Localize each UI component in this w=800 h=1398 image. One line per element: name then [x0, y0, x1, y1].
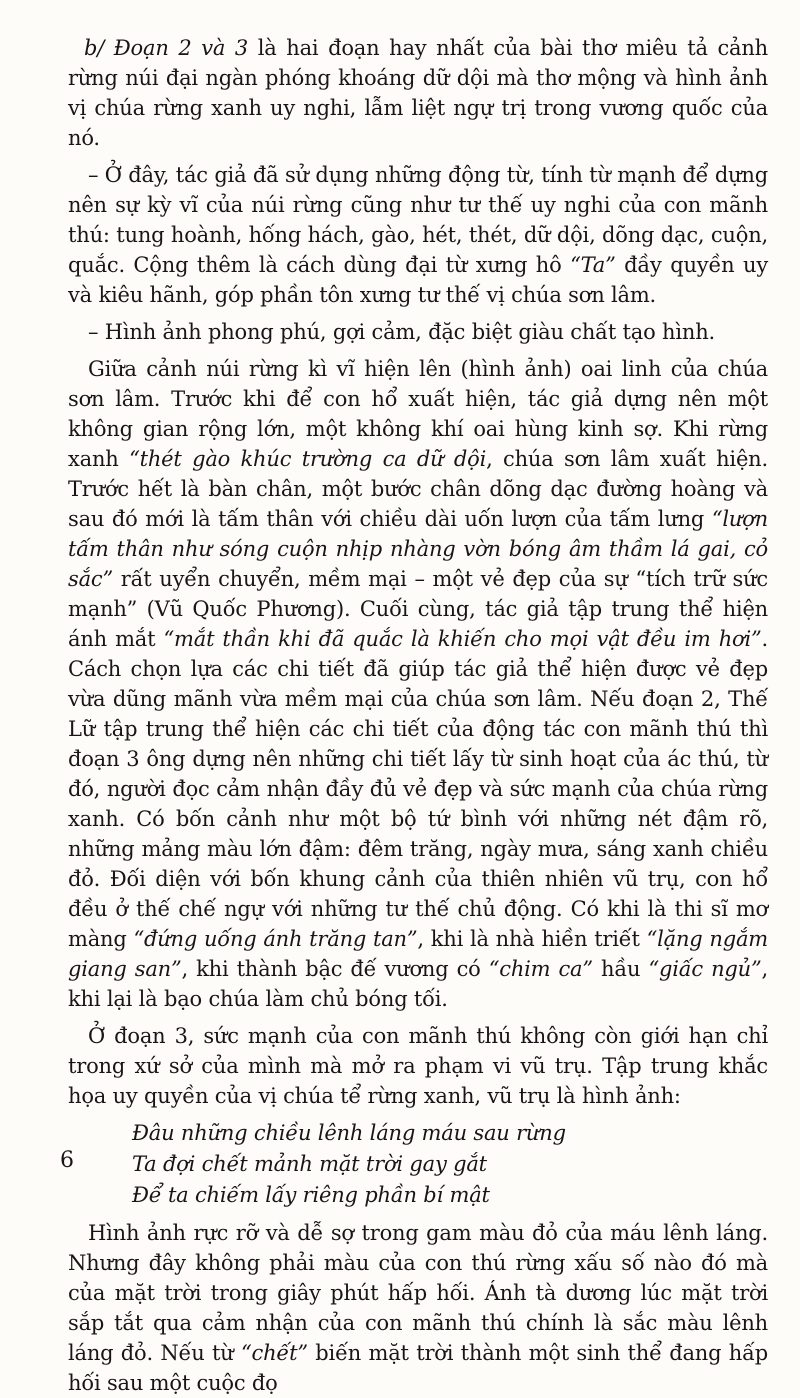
italic-quote: “mắt thần khi đã quắc là khiến cho mọi vật đều im hơi” [163, 627, 762, 651]
paragraph [68, 33, 768, 153]
paragraph [68, 1021, 768, 1111]
paragraph [68, 160, 768, 310]
text-run: rất uyển chuyển, mềm mại – một vẻ đẹp của sự “tích trữ sức mạnh” (Vũ Quốc Phương). Cuối cùng, tác giả tập trung thể hiện ánh mắt [68, 567, 768, 651]
text-run: , khi lại là bạo chúa làm chủ bóng tối. [68, 957, 768, 1011]
italic-quote: “giấc ngủ” [648, 957, 762, 981]
italic-quote: b/ Đoạn 2 và 3 [84, 36, 249, 60]
italic-quote: “lượn tấm thân như sóng cuộn nhịp nhàng vờn bóng âm thầm lá gai, cỏ sắc” [68, 507, 768, 591]
poem-quote [68, 1118, 768, 1211]
paragraph [68, 1218, 768, 1398]
text-run: – Hình ảnh phong phú, gợi cảm, đặc biệt giàu chất tạo hình. [88, 320, 715, 344]
italic-quote: “lặng ngắm giang san” [68, 927, 768, 981]
italic-quote: “chết” [240, 1341, 308, 1365]
text-run: Hình ảnh rực rỡ và dễ sợ trong gam màu đỏ của máu lênh láng. Nhưng đây không phải màu của con thú rừng xấu số nào đó mà của mặt trời trong giây phút hấp hối. Ánh tà dương lúc mặt trời sắp tắt qua cảm nhận của con mãnh thú chính là sắc màu lênh láng đỏ. Nếu từ [68, 1221, 768, 1365]
poem-line: Ta đợi chết mảnh mặt trời gay gắt [132, 1152, 487, 1176]
text-run: Giữa cảnh núi rừng kì vĩ hiện lên (hình ảnh) oai linh của chúa sơn lâm. Trước khi để con hổ xuất hiện, tác giả dựng nên một không gian rộng lớn, một không khí oai hùng kinh sợ. Khi rừng xanh [68, 357, 768, 471]
text-run: , chúa sơn lâm xuất hiện. Trước hết là bàn chân, một bước chân dõng dạc đường hoàng và sau đó mới là tấm thân với chiều dài uốn lượn của tấm lưng [68, 447, 768, 531]
text-run: , khi thành bậc đế vương có [181, 957, 489, 981]
text-run: hầu [592, 957, 649, 981]
italic-quote: “đứng uống ánh trăng tan” [133, 927, 418, 951]
poem-line: Để ta chiếm lấy riêng phần bí mật [132, 1183, 490, 1207]
paragraph [68, 354, 768, 1014]
text-run: Ở đoạn 3, sức mạnh của con mãnh thú không còn giới hạn chỉ trong xứ sở của mình mà mở ra phạm vi vũ trụ. Tập trung khắc họa uy quyền của vị chúa tể rừng xanh, vũ trụ là hình ảnh: [68, 1024, 768, 1108]
page-number: 6 [60, 1148, 74, 1173]
text-run: . Cách chọn lựa các chi tiết đã giúp tác giả thể hiện được vẻ đẹp vừa dũng mãnh vừa mềm mại của chúa sơn lâm. Nếu đoạn 2, Thế Lữ tập trung thể hiện các chi tiết của động tác con mãnh thú thì đoạn 3 ông dựng nên những chi tiết lấy từ sinh hoạt của ác thú, từ đó, người đọc cảm nhận đầy đủ vẻ đẹp và sức mạnh của chúa rừng xanh. Có bốn cảnh như một bộ tứ bình với những nét đậm rõ, những mảng màu lớn đậm: đêm trăng, ngày mưa, sáng xanh chiều đỏ. Đối diện với bốn khung cảnh của thiên nhiên vũ trụ, con hổ đều ở thế chế ngự với những tư thế chủ động. Có khi là thi sĩ mơ màng [68, 627, 768, 951]
italic-quote: “thét gào khúc trường ca dữ dội [129, 447, 487, 471]
text-run: – Ở đây, tác giả đã sử dụng những động từ, tính từ mạnh để dựng nên sự kỳ vĩ của núi rừng cũng như tư thế uy nghi của con mãnh thú: tung hoành, hống hách, gào, hét, thét, dữ dội, dõng dạc, cuộn, quắc. Cộng thêm là cách dùng đại từ xưng hô [68, 163, 768, 277]
text-run: là hai đoạn hay nhất của bài thơ miêu tả cảnh rừng núi đại ngàn phóng khoáng dữ dội mà thơ mộng và hình ảnh vị chúa rừng xanh uy nghi, lẫm liệt ngự trị trong vương quốc của nó. [68, 36, 768, 150]
text-run: , khi là nhà hiền triết [417, 927, 647, 951]
text-run: đầy quyền uy và kiêu hãnh, góp phần tôn xưng tư thế vị chúa sơn lâm. [68, 253, 768, 307]
italic-quote: “Ta” [570, 253, 616, 277]
text-run: biến mặt trời thành một sinh thể đang hấp hối sau một cuộc đọ [68, 1341, 768, 1395]
italic-quote: “chim ca” [488, 957, 593, 981]
poem-line: Đâu những chiều lênh láng máu sau rừng [132, 1121, 566, 1145]
paragraph [68, 317, 768, 347]
page-body [68, 33, 768, 1398]
